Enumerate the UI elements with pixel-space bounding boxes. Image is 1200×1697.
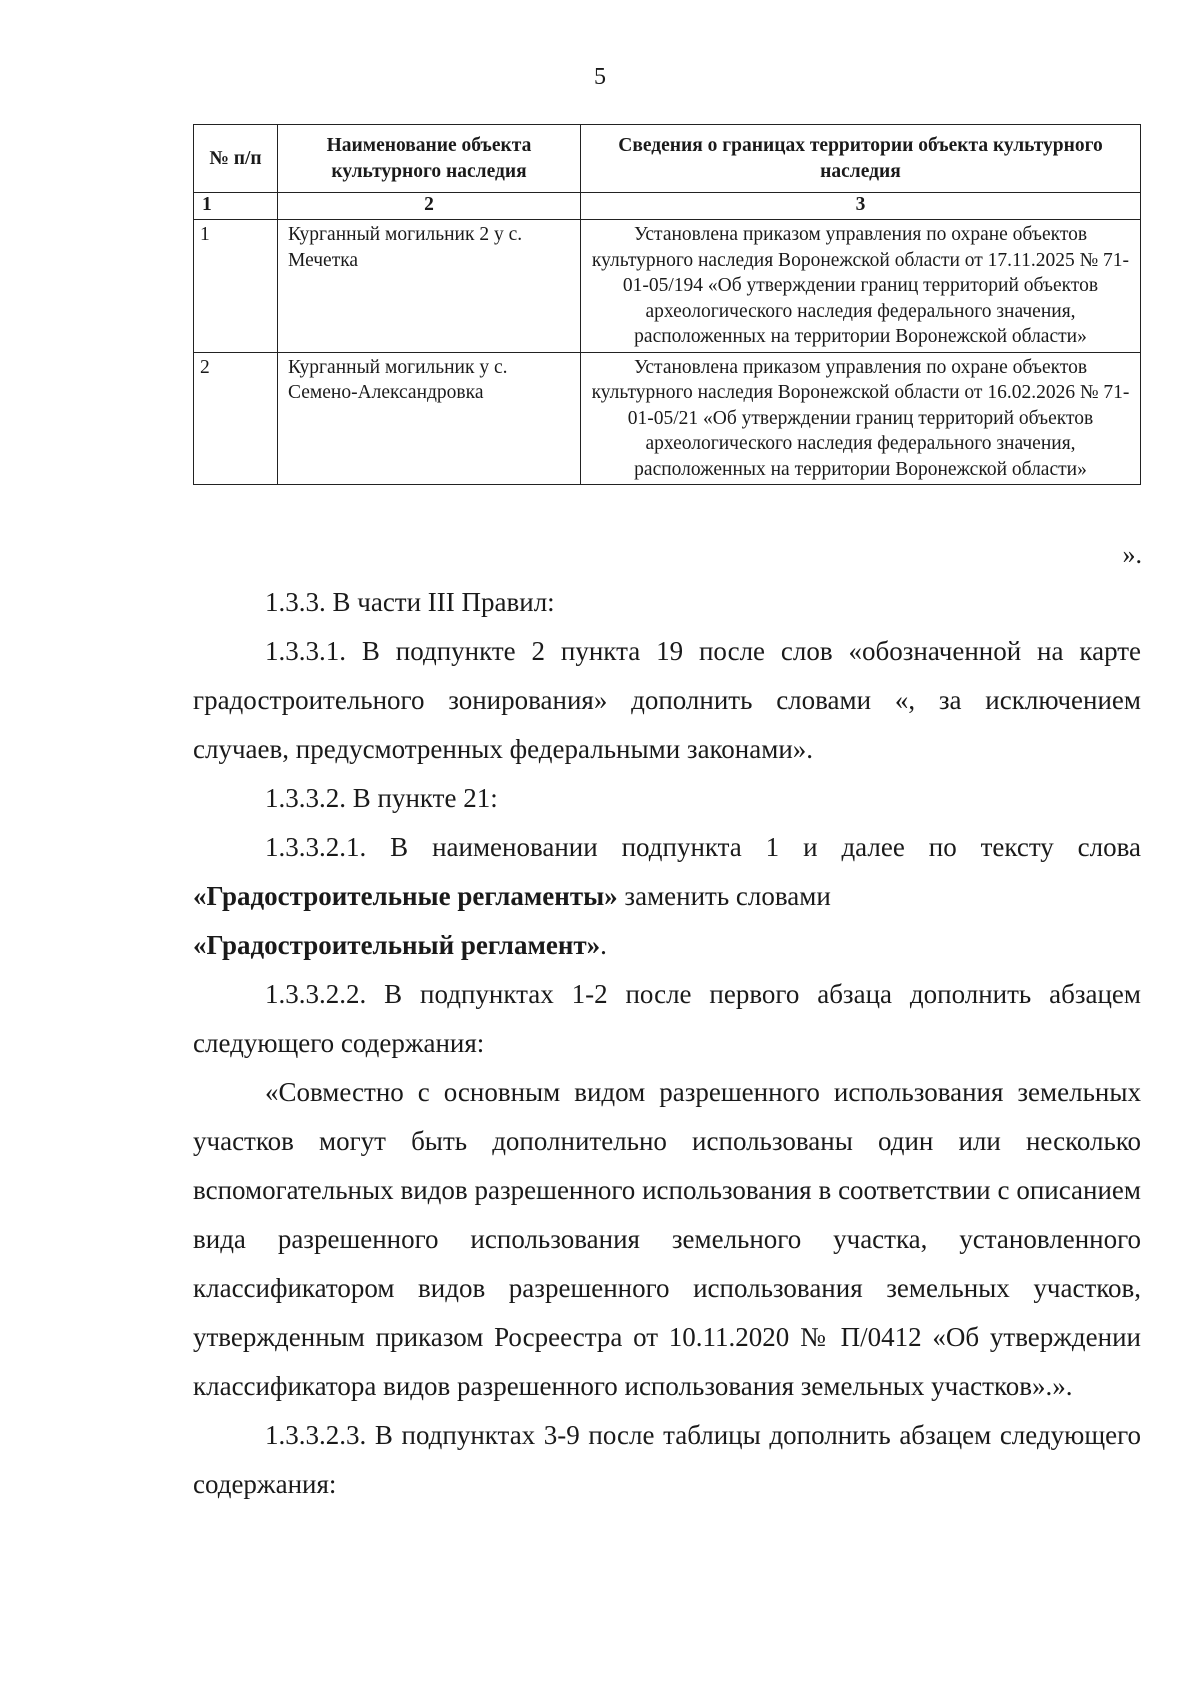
paragraph-1-3-3-1: 1.3.3.1. В подпункте 2 пункта 19 после слов «обозначенной на карте градостроительного зонирования» дополнить словами «, за исключением случаев, предусмотренных федеральными законами». — [193, 636, 1141, 764]
table-row — [194, 352, 1141, 485]
paragraph-1-3-3-2: 1.3.3.2. В пункте 21: — [265, 783, 498, 813]
column-number-2: 2 — [278, 193, 581, 220]
page-number: 5 — [594, 64, 606, 90]
paragraph-text: заменить словами — [624, 881, 831, 911]
paragraph-text: 1.3.3.2.1. В наименовании подпункта 1 и далее по тексту слова — [265, 832, 1141, 862]
paragraph-1-3-3-2-2: 1.3.3.2.2. В подпунктах 1-2 после первого абзаца дополнить абзацем следующего содержания: — [193, 979, 1141, 1058]
row-number: 2 — [194, 352, 278, 485]
header-number: № п/п — [194, 125, 278, 193]
header-boundary-info: Сведения о границах территории объекта культурного наследия — [581, 125, 1141, 193]
header-object-name: Наименование объекта культурного наследия — [278, 125, 581, 193]
table-row — [194, 220, 1141, 353]
object-name: Курганный могильник у с. Семено-Александровка — [278, 352, 581, 485]
bold-term-new: «Градостроительный регламент» — [193, 930, 601, 960]
document-body — [193, 578, 1141, 1509]
column-number-1: 1 — [194, 193, 278, 220]
column-number-row — [194, 193, 1141, 220]
bold-term-old: «Градостроительные регламенты» — [193, 881, 618, 911]
boundary-info: Установлена приказом управления по охране объектов культурного наследия Воронежской области от 17.11.2025 № 71-01-05/194 «Об утверждении границ территорий объектов археологического наследия федерального значения, расположенных на территории Воронежской области» — [581, 220, 1141, 353]
heritage-objects-table — [193, 124, 1141, 485]
closing-quote: ». — [1122, 540, 1142, 569]
paragraph-1-3-3: 1.3.3. В части III Правил: — [265, 587, 555, 617]
paragraph-text: . — [600, 930, 607, 960]
paragraph-1-3-3-2-1-cont — [193, 921, 1141, 970]
boundary-info: Установлена приказом управления по охране объектов культурного наследия Воронежской области от 16.02.2026 № 71-01-05/21 «Об утверждении границ территорий объектов археологического наследия федерального значения, расположенных на территории Воронежской области» — [581, 352, 1141, 485]
paragraph-1-3-3-2-1 — [193, 823, 1141, 921]
quoted-addition: «Совместно с основным видом разрешенного использования земельных участков могут быть дополнительно использованы один или несколько вспомогательных видов разрешенного использования в соответствии с описанием вида разрешенного использования земельного участка, установленного классификатором видов разрешенного использования земельных участков, утвержденным приказом Росреестра от 10.11.2020 № П/0412 «Об утверждении классификатора видов разрешенного использования земельных участков».». — [193, 1077, 1141, 1401]
row-number: 1 — [194, 220, 278, 353]
object-name: Курганный могильник 2 у с. Мечетка — [278, 220, 581, 353]
table-header-row — [194, 125, 1141, 193]
paragraph-1-3-3-2-3: 1.3.3.2.3. В подпунктах 3-9 после таблицы дополнить абзацем следующего содержания: — [193, 1420, 1141, 1499]
column-number-3: 3 — [581, 193, 1141, 220]
